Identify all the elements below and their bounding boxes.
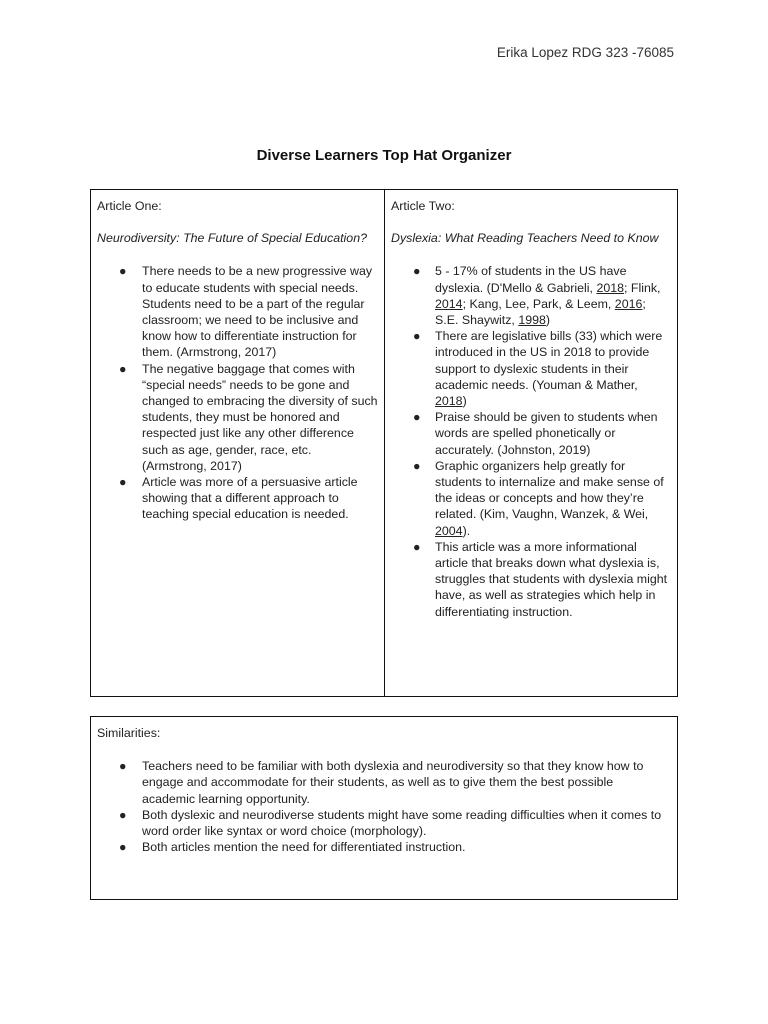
citation-link[interactable]: 2018 xyxy=(596,280,625,295)
bullet-text: This article was a more informational article that breaks down what dyslexia is, struggles that students with dyslexia might have, as well as strategies which help in differentiating instruction. xyxy=(435,539,668,619)
bullet-icon: ● xyxy=(119,807,127,822)
bullet-text: ; Kang, Lee, Park, & Leem, xyxy=(462,296,615,311)
article-two-title: Dyslexia: What Reading Teachers Need to Know xyxy=(391,231,659,246)
bullet-icon: ● xyxy=(413,410,421,425)
list-item xyxy=(391,409,671,458)
list-item xyxy=(97,263,378,360)
bullet-icon: ● xyxy=(413,539,421,554)
bullet-text: Both dyslexic and neurodiverse students might have some reading difficulties when it comes to word order like syntax or word choice (morphology). xyxy=(142,807,662,839)
list-item xyxy=(97,474,378,523)
bullet-text: Both articles mention the need for differentiated instruction. xyxy=(142,840,466,855)
similarities-box xyxy=(90,716,678,900)
citation-link[interactable]: 1998 xyxy=(518,313,546,328)
bullet-text: ) xyxy=(545,313,551,328)
bullet-icon: ● xyxy=(119,840,127,855)
list-item xyxy=(97,361,378,474)
bullet-icon: ● xyxy=(413,329,421,344)
article-two-heading: Article Two: xyxy=(391,199,455,213)
bullet-text: There are legislative bills (33) which were introduced in the US in 2018 to provide support to dyslexic students in their academic needs. (Youman & Mather, xyxy=(435,329,663,392)
bullet-text: Teachers need to be familiar with both dyslexia and neurodiversity so that they know how to engage and accommodate for their students, as well as to give them the best possible academic learning opportunity. xyxy=(142,759,644,806)
document-title: Diverse Learners Top Hat Organizer xyxy=(256,147,512,164)
bullet-text: The negative baggage that comes with “special needs” needs to be gone and changed to embracing the diversity of such students, they must be honored and respected just like any other difference such as age, gender, race, etc. (Armstrong, 2017) xyxy=(142,361,378,473)
citation-link[interactable]: 2014 xyxy=(435,296,463,311)
articles-table xyxy=(90,189,678,697)
list-item xyxy=(391,328,671,409)
bullet-icon: ● xyxy=(119,759,127,774)
citation-link[interactable]: 2004 xyxy=(435,523,463,538)
bullet-text: Praise should be given to students when words are spelled phonetically or accurately. (Johnston, 2019) xyxy=(435,410,658,457)
bullet-icon: ● xyxy=(119,475,127,490)
bullet-icon: ● xyxy=(119,361,127,376)
bullet-text: ; Flink, xyxy=(624,280,661,295)
bullet-text: 5 - 17% of students in the US have dyslexia. (D'Mello & Gabrieli, xyxy=(435,264,627,295)
bullet-text: There needs to be a new progressive way to educate students with special needs. Students need to be a part of the regular classroom; we need to be inclusive and know how to differentiate instruction for them. (Armstrong, 2017) xyxy=(142,264,373,360)
list-item xyxy=(391,458,671,539)
article-two-cell xyxy=(385,190,677,696)
list-item xyxy=(97,758,671,807)
article-one-heading: Article One: xyxy=(97,199,162,213)
bullet-text: ; S.E. Shaywitz, xyxy=(435,296,646,328)
article-one-bullet-list xyxy=(97,263,378,522)
similarities-heading: Similarities: xyxy=(97,726,161,740)
similarities-bullet-list xyxy=(97,758,671,855)
bullet-text: Graphic organizers help greatly for students to internalize and make sense of the ideas or concepts and how they’re related. (Kim, Vaughn, Wanzek, & Wei, xyxy=(435,458,664,522)
author-course-line: Erika Lopez RDG 323 -76085 xyxy=(496,45,674,60)
article-one-title: Neurodiversity: The Future of Special Education? xyxy=(97,231,367,246)
bullet-text: ). xyxy=(462,523,471,538)
citation-link[interactable]: 2018 xyxy=(435,394,463,409)
list-item xyxy=(97,807,671,839)
article-two-bullet-list xyxy=(391,263,671,619)
list-item xyxy=(97,839,671,855)
list-item xyxy=(391,539,671,620)
bullet-icon: ● xyxy=(413,264,421,279)
bullet-text: ) xyxy=(462,394,467,409)
bullet-text: Article was more of a persuasive article showing that a different approach to teaching special education is needed. xyxy=(142,475,358,522)
article-one-cell xyxy=(91,190,385,696)
citation-link[interactable]: 2016 xyxy=(614,296,643,311)
list-item xyxy=(391,263,671,328)
bullet-icon: ● xyxy=(119,264,127,279)
bullet-icon: ● xyxy=(413,458,421,473)
